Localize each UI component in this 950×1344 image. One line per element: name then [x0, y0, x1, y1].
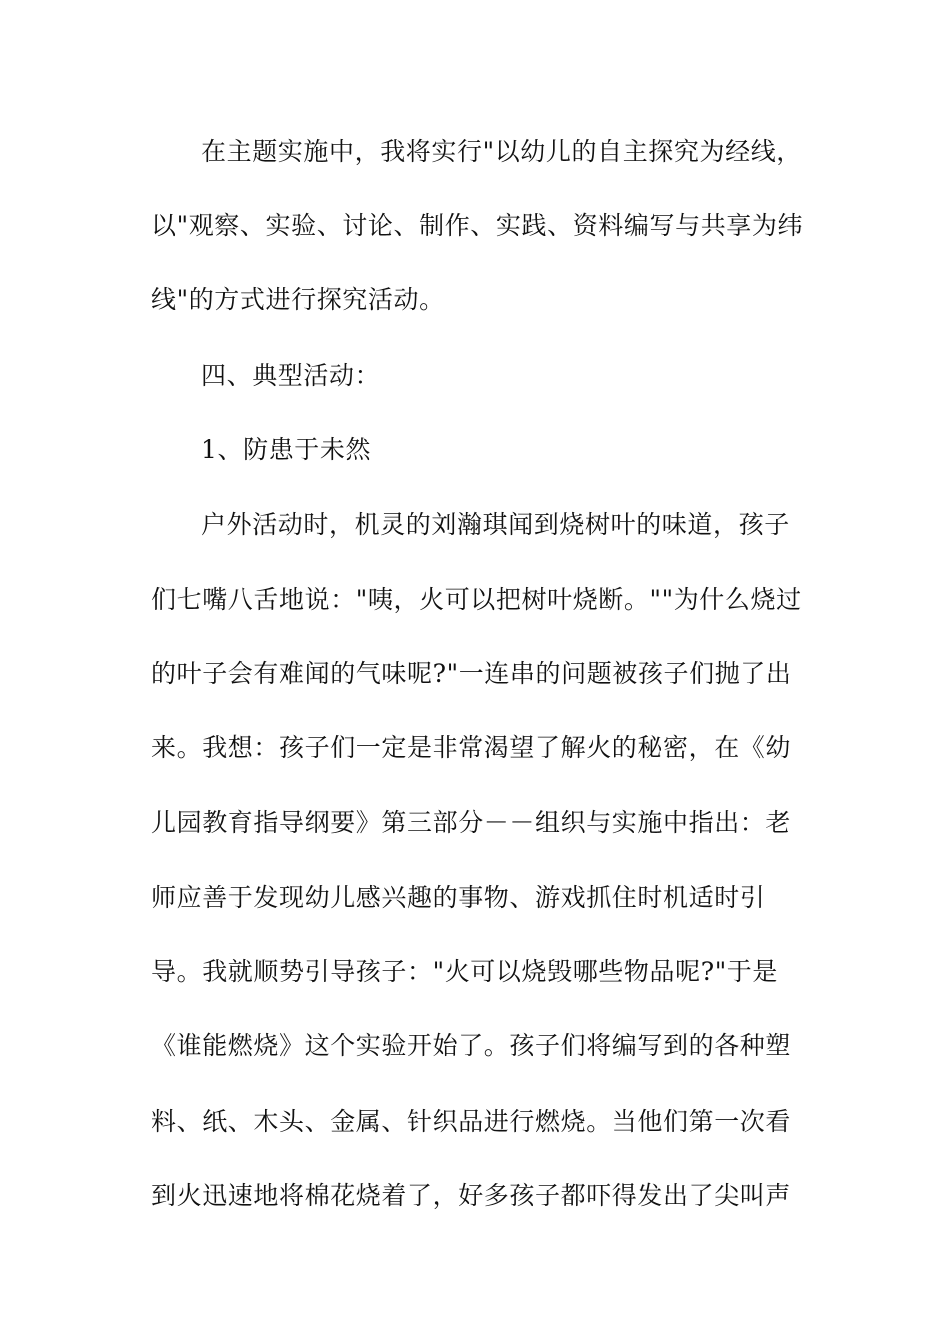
paragraph-line: 师应善于发现幼儿感兴趣的事物、游戏抓住时机适时引 — [151, 883, 766, 912]
paragraph-line: 到火迅速地将棉花烧着了，好多孩子都吓得发出了尖叫声 — [151, 1181, 792, 1210]
section-heading: 四、典型活动： — [201, 361, 381, 390]
paragraph-line: 以"观察、实验、讨论、制作、实践、资料编写与共享为纬 — [151, 211, 804, 240]
paragraph-line: 的叶子会有难闻的气味呢?"一连串的问题被孩子们抛了出 — [151, 659, 792, 688]
paragraph-line: 户外活动时，机灵的刘瀚琪闻到烧树叶的味道，孩子 — [201, 510, 790, 539]
paragraph-line: 来。我想：孩子们一定是非常渴望了解火的秘密，在《幼 — [151, 733, 792, 762]
paragraph-line: 料、纸、木头、金属、针织品进行燃烧。当他们第一次看 — [151, 1107, 792, 1136]
paragraph-line: 导。我就顺势引导孩子："火可以烧毁哪些物品呢?"于是 — [151, 957, 779, 986]
paragraph-line: 们七嘴八舌地说："咦，火可以把树叶烧断。""为什么烧过 — [151, 585, 802, 614]
subsection-heading: 1、防患于未然 — [201, 435, 372, 464]
paragraph-line: 《谁能燃烧》这个实验开始了。孩子们将编写到的各种塑 — [151, 1031, 792, 1060]
paragraph-line: 儿园教育指导纲要》第三部分－－组织与实施中指出：老 — [151, 808, 792, 837]
paragraph-line: 线"的方式进行探究活动。 — [151, 285, 445, 314]
paragraph-line: 在主题实施中，我将实行"以幼儿的自主探究为经线， — [201, 137, 802, 166]
